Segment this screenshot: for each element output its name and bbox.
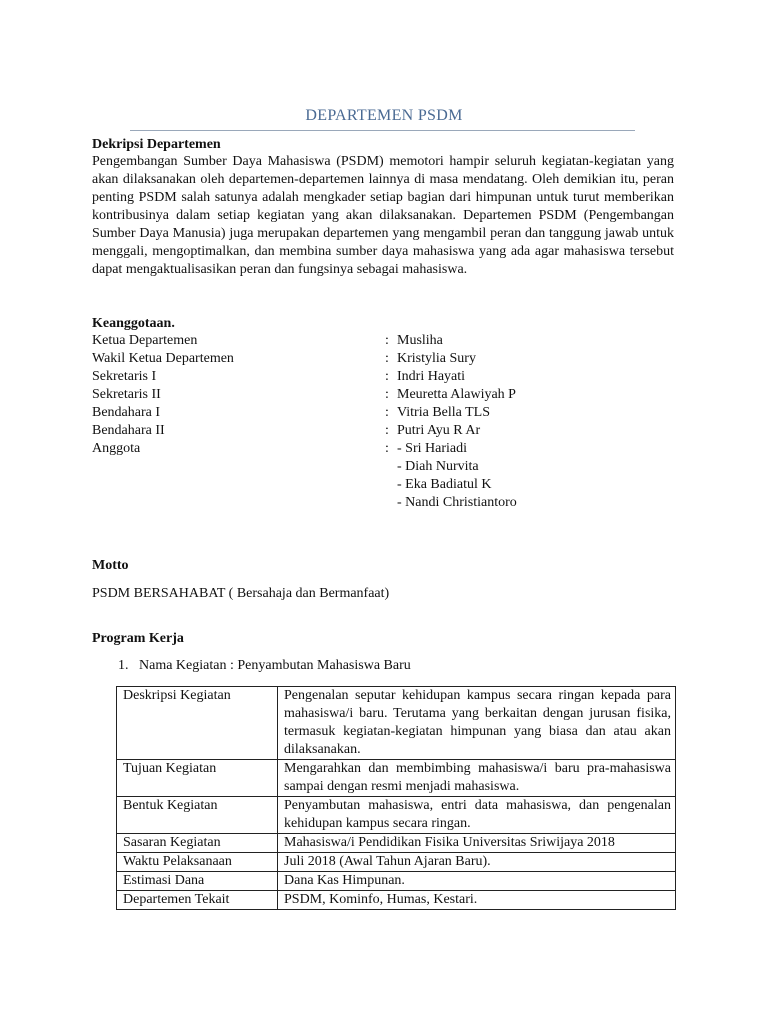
member-colon: : (385, 405, 389, 420)
member-name: Putri Ayu R Ar (397, 423, 481, 438)
page-title: DEPARTEMEN PSDM (305, 107, 463, 124)
member-row (92, 332, 652, 350)
member-row (92, 440, 652, 458)
table-label-cell: Estimasi Dana (117, 872, 278, 891)
member-colon: : (385, 369, 389, 384)
motto-text: PSDM BERSAHABAT ( Bersahaja dan Bermanfaat) (92, 586, 390, 601)
table-value-cell: Penyambutan mahasiswa, entri data mahasiswa, dan pengenalan kehidupan kampus secara ringan. (278, 797, 676, 834)
table-value-cell: Pengenalan seputar kehidupan kampus secara ringan kepada para mahasiswa/i baru. Terutama yang berkaitan dengan jurusan fisika, termasuk kegiatan-kegiatan himpunan yang biasa dan atau akan dilaksanakan. (278, 687, 676, 760)
table-label-cell: Tujuan Kegiatan (117, 760, 278, 797)
member-row (92, 494, 652, 512)
member-role: Bendahara II (92, 423, 165, 438)
member-role: Sekretaris I (92, 369, 157, 384)
member-colon: : (385, 333, 389, 348)
member-row (92, 386, 652, 404)
member-name: Indri Hayati (397, 369, 466, 384)
table-row (117, 872, 676, 891)
program-item-title: Nama Kegiatan : Penyambutan Mahasiswa Baru (139, 658, 411, 673)
table-row (117, 834, 676, 853)
table-value-cell: Mahasiswa/i Pendidikan Fisika Universitas Sriwijaya 2018 (278, 834, 676, 853)
member-name: - Diah Nurvita (397, 459, 479, 474)
member-role: Sekretaris II (92, 387, 161, 402)
member-name: - Eka Badiatul K (397, 477, 492, 492)
table-label-cell: Deskripsi Kegiatan (117, 687, 278, 760)
table-label-cell: Departemen Tekait (117, 891, 278, 910)
member-name: Kristylia Sury (397, 351, 476, 366)
member-name: - Nandi Christiantoro (397, 495, 517, 510)
member-role: Wakil Ketua Departemen (92, 351, 234, 366)
member-row (92, 368, 652, 386)
member-row (92, 422, 652, 440)
member-row (92, 404, 652, 422)
member-colon: : (385, 387, 389, 402)
table-label-cell: Waktu Pelaksanaan (117, 853, 278, 872)
member-role: Bendahara I (92, 405, 161, 420)
table-row (117, 891, 676, 910)
description-heading: Dekripsi Departemen (92, 137, 221, 152)
description-paragraph: Pengembangan Sumber Daya Mahasiswa (PSDM) memotori hampir seluruh kegiatan-kegiatan yang akan dilaksanakan oleh departemen-departemen lainnya di masa mendatang. Oleh demikian itu, peran penting PSDM salah satunya adalah mengkader setiap bagian dari himpunan untuk turut memberikan kontribusinya dalam setiap kegiatan yang akan dilaksanakan. Departemen PSDM (Pengembangan Sumber Daya Manusia) juga merupakan departemen yang mengambil peran dan tanggung jawab untuk menggali, mengoptimalkan, dan membina sumber daya mahasiswa yang ada agar mahasiswa tersebut dapat mengaktualisasikan peran dan fungsinya sebagai mahasiswa. (92, 154, 674, 277)
member-row (92, 458, 652, 476)
table-label-cell: Sasaran Kegiatan (117, 834, 278, 853)
membership-heading: Keanggotaan. (92, 316, 175, 331)
member-row (92, 350, 652, 368)
table-value-cell: Dana Kas Himpunan. (278, 872, 676, 891)
title-underline (130, 130, 635, 131)
member-colon: : (385, 351, 389, 366)
table-value-cell: PSDM, Kominfo, Humas, Kestari. (278, 891, 676, 910)
program-heading: Program Kerja (92, 631, 184, 646)
table-value-cell: Mengarahkan dan membimbing mahasiswa/i baru pra-mahasiswa sampai dengan resmi menjadi mahasiswa. (278, 760, 676, 797)
member-colon: : (385, 441, 389, 456)
member-role: Ketua Departemen (92, 333, 198, 348)
table-value-cell: Juli 2018 (Awal Tahun Ajaran Baru). (278, 853, 676, 872)
member-colon: : (385, 423, 389, 438)
table-row (117, 760, 676, 797)
program-table (116, 686, 676, 910)
member-name: Vitria Bella TLS (397, 405, 490, 420)
program-item-number: 1. (118, 658, 129, 673)
table-row (117, 687, 676, 760)
membership-list (92, 332, 652, 512)
member-role: Anggota (92, 441, 141, 456)
motto-heading: Motto (92, 558, 129, 573)
table-row (117, 853, 676, 872)
member-row (92, 476, 652, 494)
member-name: - Sri Hariadi (397, 441, 467, 456)
table-label-cell: Bentuk Kegiatan (117, 797, 278, 834)
member-name: Meuretta Alawiyah P (397, 387, 516, 402)
member-name: Musliha (397, 333, 443, 348)
table-row (117, 797, 676, 834)
